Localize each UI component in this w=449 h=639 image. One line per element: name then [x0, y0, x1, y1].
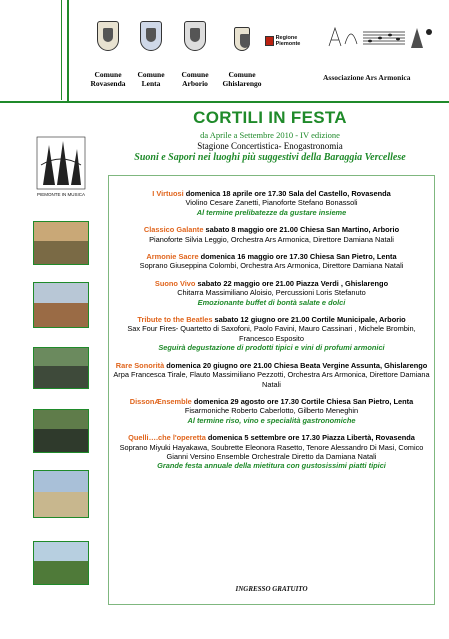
- photo-concert: [33, 347, 89, 389]
- event-details: Soprano Giuseppina Colombi, Orchestra Ars Armonica, Direttore Damiana Natali: [139, 261, 404, 271]
- season-subtitle: Stagione Concertistica- Enogastronomia: [197, 141, 343, 151]
- header: [110, 108, 430, 163]
- event-name: Suono Vivo: [154, 278, 196, 288]
- event-when: sabato 22 maggio ore 21.00 Piazza Verdi , Ghislarengo: [195, 278, 389, 288]
- event-extra: Seguirà degustazione di prodotti tipici e vini di profumi armonici: [158, 343, 385, 353]
- crest-icon: [234, 27, 250, 51]
- season-dates: da Aprile a Settembre 2010 - IV edizione: [200, 130, 340, 140]
- logo-arborio: [175, 21, 215, 88]
- logo-rovasenda: [88, 21, 128, 88]
- event-details: Arpa Francesca Tirale, Flauto Massimiliano Pezzotti, Orchestra Ars Armonica, Direttore Damiana Natali: [113, 370, 430, 389]
- crest-icon: [184, 21, 206, 51]
- event-extra: Emozionante buffet di bontà salate e dolci: [197, 297, 346, 307]
- logo-caption: Comune Ghislarengo: [222, 70, 262, 88]
- music-notes-icon: [325, 22, 435, 52]
- event-details: Violino Cesare Zanetti, Pianoforte Stefano Bonassoli: [185, 198, 358, 208]
- logo-caption: Comune Rovasenda: [90, 70, 126, 88]
- event-when: sabato 8 maggio ore 21.00 Chiesa San Martino, Arborio: [203, 225, 400, 235]
- flag-icon: [265, 36, 274, 46]
- event-extra: Grande festa annuale della mietitura con gustosissimi piatti tipici: [157, 461, 386, 471]
- event-details: Chitarra Massimiliano Aloisio, Percussioni Loris Stefanuto: [177, 288, 366, 298]
- event-name: Armonie Sacre: [146, 252, 199, 262]
- regione-label: Regione Piemonte: [275, 35, 301, 47]
- page-title: CORTILI IN FESTA: [193, 108, 347, 127]
- logo-lenta: [131, 21, 171, 88]
- event-item: [110, 397, 433, 425]
- event-when: domenica 5 settembre ore 17.30 Piazza Libertà, Rovasenda: [205, 433, 415, 443]
- photo-castle: [33, 282, 89, 328]
- event-details: Pianoforte Silvia Leggio, Orchestra Ars Armonica, Direttore Damiana Natali: [149, 234, 394, 244]
- event-name: DissonÆnsemble: [129, 396, 192, 406]
- logo-ghislarengo: [220, 21, 264, 88]
- event-name: Rare Sonorità: [115, 360, 165, 370]
- event-when: domenica 29 agosto ore 17.30 Cortile Chiesa San Pietro, Lenta: [191, 396, 414, 406]
- event-when: sabato 12 giugno ore 21.00 Cortile Municipale, Arborio: [212, 315, 406, 325]
- regione-logo: [265, 34, 315, 48]
- event-name: I Virtuosi: [152, 189, 184, 198]
- event-item: [110, 225, 433, 244]
- event-item: [110, 361, 433, 389]
- event-name: Tribute to the Beatles: [137, 315, 213, 325]
- event-item: [110, 252, 433, 271]
- event-name: Quelli….che l'operetta: [128, 433, 206, 443]
- association-caption: Associazione Ars Armonica: [323, 73, 411, 82]
- photo-church: [33, 470, 89, 518]
- event-name: Classico Galante: [143, 225, 204, 235]
- logo-caption: Comune Arborio: [181, 70, 209, 88]
- free-entry-note: INGRESSO GRATUITO: [235, 585, 308, 593]
- event-when: domenica 20 giugno ore 21.00 Chiesa Beata Vergine Assunta, Ghislarengo: [164, 360, 428, 370]
- event-item: [110, 279, 433, 307]
- photo-courtyard: [33, 221, 89, 265]
- event-when: domenica 16 maggio ore 17.30 Chiesa San Pietro, Lenta: [198, 252, 397, 262]
- event-details: Soprano Miyuki Hayakawa, Soubrette Eleonora Rasetto, Tenore Alessandro Di Masi, Comico Gianni Versino Ensemble Orchestrale Diretto da Damiana Natali: [119, 442, 424, 461]
- logo-caption: Comune Lenta: [137, 70, 165, 88]
- piemonte-caption: PIEMONTE IN MUSICA: [36, 192, 85, 197]
- event-details: Sax Four Fires- Quartetto di Saxofoni, Paolo Favini, Mauro Cassinari , Michele Brombin, Francesco Esposito: [127, 324, 416, 343]
- event-extra: Al termine prelibatezze da gustare insieme: [196, 207, 347, 217]
- crest-icon: [97, 21, 119, 51]
- event-item: [110, 315, 433, 353]
- photo-landscape: [33, 541, 89, 585]
- piemonte-emblem-icon: [35, 135, 87, 191]
- tagline: Suoni e Sapori nei luoghi più suggestivi della Baraggia Vercellese: [134, 152, 406, 163]
- event-extra: Al termine riso, vino e specialità gastronomiche: [187, 415, 356, 425]
- event-item: [110, 189, 433, 217]
- event-list: [110, 189, 433, 479]
- photo-orchestra: [33, 409, 89, 453]
- event-when: domenica 18 aprile ore 17.30 Sala del Castello, Rovasenda: [183, 189, 391, 198]
- piemonte-in-musica-logo: [35, 135, 87, 201]
- event-details: Fisarmoniche Roberto Caberlotto, Gilberto Meneghin: [184, 406, 359, 416]
- event-item: [110, 433, 433, 471]
- crest-icon: [140, 21, 162, 51]
